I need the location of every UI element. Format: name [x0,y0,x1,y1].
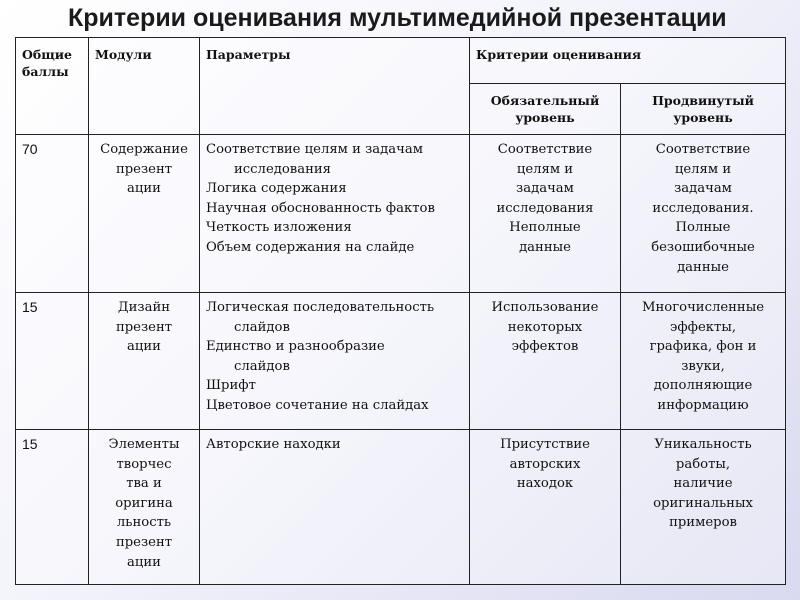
page-title: Критерии оценивания мультимедийной презентации [68,4,727,32]
header-modules: Модули [89,38,200,135]
table-row [16,430,786,585]
score-cell: 15 [16,430,89,585]
header-criteria: Критерии оценивания [470,38,786,84]
basic-level-cell: Присутствие авторских находок [470,430,621,585]
score-cell: 15 [16,293,89,430]
module-cell: Содержание презент ации [89,135,200,293]
advanced-level-cell: Многочисленные эффекты, графика, фон и звуки, дополняющие информацию [621,293,786,430]
params-cell: Логическая последовательность слайдов Единство и разнообразие слайдов Шрифт Цветовое сочетание на слайдах [200,293,470,430]
table-row [16,293,786,430]
advanced-level-cell: Уникальность работы, наличие оригинальных примеров [621,430,786,585]
basic-level-cell: Соответствие целям и задачам исследования Неполные данные [470,135,621,293]
module-cell: Элементы творчес тва и оригина льность презент ации [89,430,200,585]
header-advanced-level: Продвинутый уровень [621,84,786,135]
score-cell: 70 [16,135,89,293]
criteria-table [15,37,786,585]
advanced-level-cell: Соответствие целям и задачам исследования. Полные безошибочные данные [621,135,786,293]
basic-level-cell: Использование некоторых эффектов [470,293,621,430]
header-parameters: Параметры [200,38,470,135]
header-total-score: Общие баллы [16,38,89,135]
module-cell: Дизайн презент ации [89,293,200,430]
params-cell: Авторские находки [200,430,470,585]
params-cell: Соответствие целям и задачам исследования Логика содержания Научная обоснованность фактов Четкость изложения Объем содержания на слайде [200,135,470,293]
header-basic-level: Обязательный уровень [470,84,621,135]
table-row [16,135,786,293]
